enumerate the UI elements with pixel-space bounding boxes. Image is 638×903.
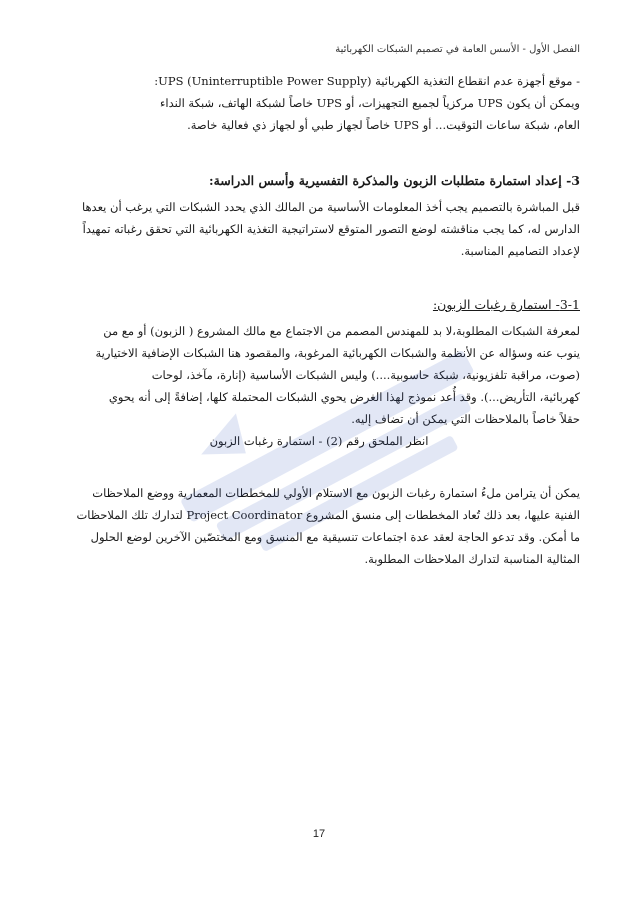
paragraph-line: يمكن أن يترامن ملءُ استمارة رغبات الزبون مع الاستلام الأولي للمخططات المعمارية ووضع الملاحظات xyxy=(92,486,580,500)
paragraph-line: العام، شبكة ساعات التوقيت... أو UPS خاصاً لجهاز طبي أو لجهاز ذي فعالية خاصة. xyxy=(187,118,580,132)
section-3-heading: 3- إعداد استمارة متطلبات الزبون والمذكرة التفسيرية وأسس الدراسة: xyxy=(208,173,580,188)
running-head: الفصل الأول - الأسس العامة في تصميم الشبكات الكهربائية xyxy=(335,44,580,55)
paragraph-line: (صوت، مراقبة تلفزيونية، شبكة حاسوبية....) وليس الشبكات الأساسية (إنارة، مآخذ، لوحات xyxy=(151,368,580,382)
paragraph-line: حقلاً خاصاً بالملاحظات التي يمكن أن تضاف إليه. xyxy=(351,412,580,426)
ups-section-title: - موقع أجهزة عدم انقطاع التغذية الكهربائية UPS (Uninterruptible Power Supply): xyxy=(154,74,580,88)
paragraph-line: الدارس له، كما يجب مناقشته لوضع التصور المتوقع لاستراتيجية التغذية الكهربائية التي تحقق رغباته تمهيداً xyxy=(82,222,580,236)
closing-paragraph xyxy=(58,482,580,570)
paragraph-line: قبل المباشرة بالتصميم يجب أخذ المعلومات الأساسية من المالك الذي يحدد الشبكات التي يرغب أن يعدها xyxy=(81,200,580,214)
section-3 xyxy=(58,170,580,262)
paragraph-line: لإعداد التصاميم المناسبة. xyxy=(460,244,580,258)
ups-section xyxy=(58,70,580,136)
paragraph-line: ويمكن أن يكون UPS مركزياً لجميع التجهيزات، أو UPS خاصاً لشبكة الهاتف، شبكة النداء xyxy=(159,96,580,110)
page-number: 17 xyxy=(312,828,326,840)
paragraph-line: ينوب عنه وسؤاله عن الأنظمة والشبكات الكهربائية المرغوبة، والمقصود هنا الشبكات الإضافية الاختيارية xyxy=(95,346,580,360)
section-3-1 xyxy=(58,294,580,452)
appendix-reference: انظر الملحق رقم (2) - استمارة رغبات الزبون xyxy=(209,434,429,448)
section-3-1-heading: 3-1- استمارة رغبات الزبون: xyxy=(432,297,580,312)
paragraph-line: لمعرفة الشبكات المطلوبة،لا بد للمهندس المصمم من الاجتماع مع مالك المشروع ( الزبون) أو مع من xyxy=(103,324,580,338)
paragraph-line: الفنية عليها، بعد ذلك تُعاد المخططات إلى منسق المشروع Project Coordinator لتدارك تلك الملاحظات xyxy=(76,508,580,522)
paragraph-line: المثالية المناسبة لتدارك الملاحظات المطلوبة. xyxy=(364,552,580,566)
paragraph-line: ما أمكن. وقد تدعو الحاجة لعقد عدة اجتماعات تنسيقية مع المنسق ومع المختصّين الآخرين لوضع الحلول xyxy=(90,530,580,544)
paragraph-line: كهربائية، التأريض...). وقد أُعد نموذج لهذا الغرض يحوي الشبكات المحتملة كلها، إضافةً إلى أنه يحوي xyxy=(108,390,580,404)
